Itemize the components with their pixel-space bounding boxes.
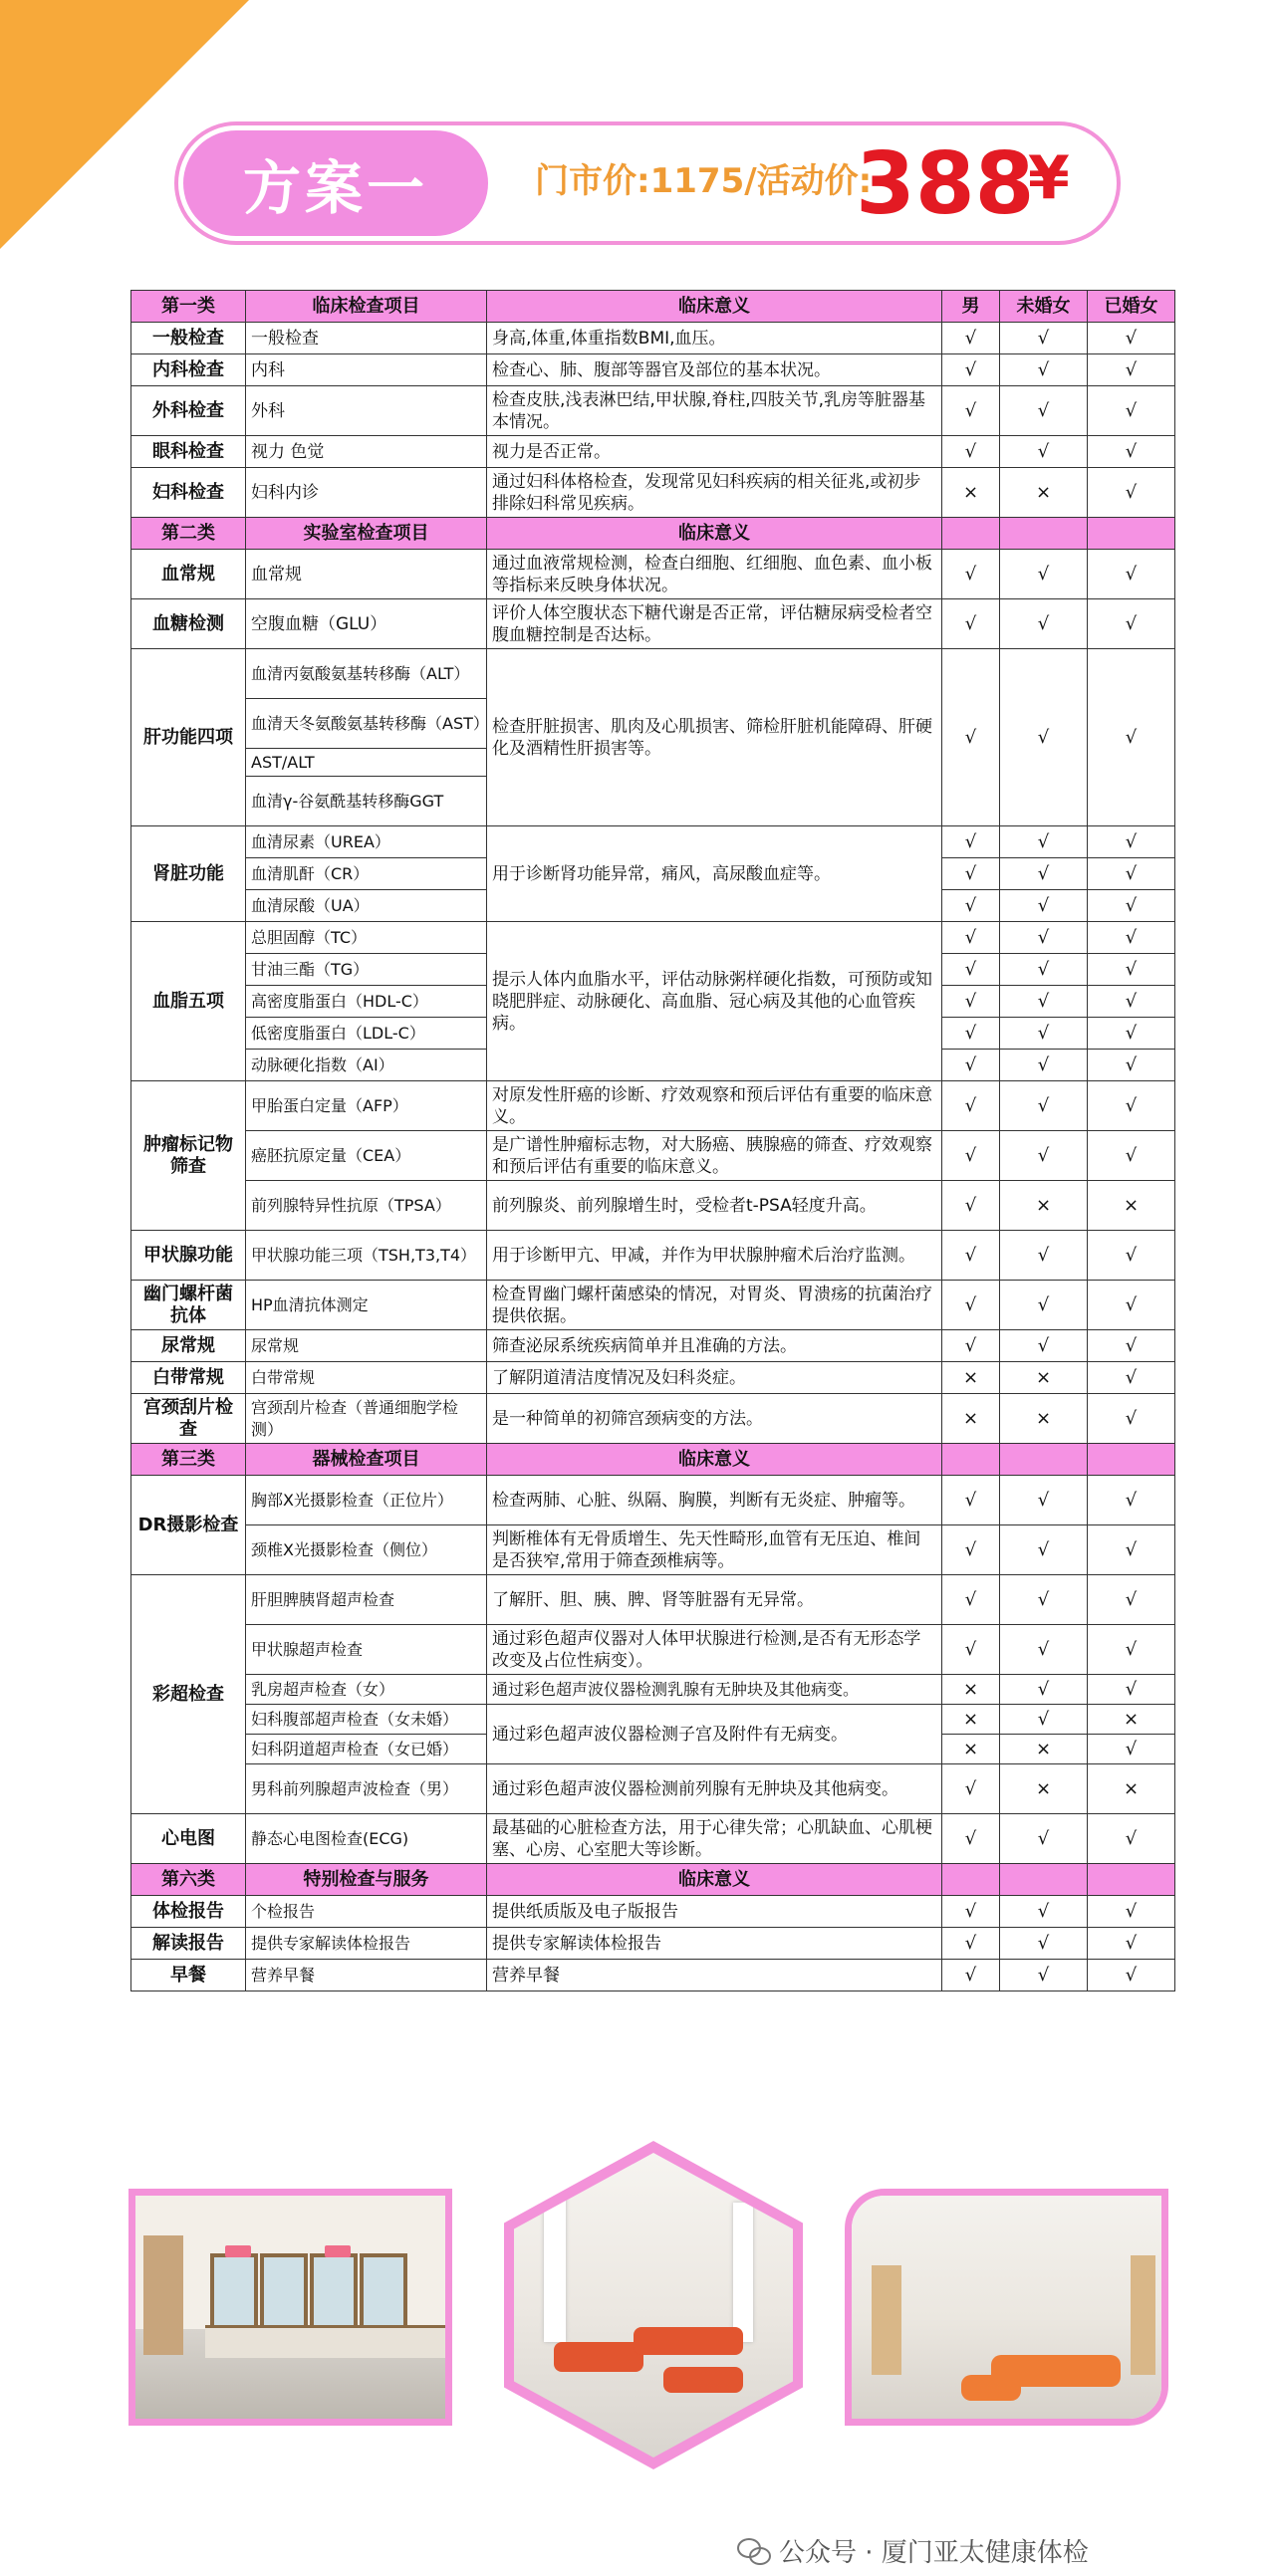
section-header: 第六类 特别检查与服务 临床意义 <box>131 1864 1175 1896</box>
table-row: 血糖检测 空腹血糖（GLU） 评价人体空腹状态下糖代谢是否正常，评估糖尿病受检者空腹血糖控制是否达标。 √ √ √ <box>131 599 1175 649</box>
section-header: 第一类 临床检查项目 临床意义 男 未婚女 已婚女 <box>131 291 1175 323</box>
table-row: 心电图 静态心电图检查(ECG) 最基础的心脏检查方法，用于心律失常；心肌缺血、心肌梗塞、心房、心室肥大等诊断。 √ √ √ <box>131 1814 1175 1864</box>
table-row: DR摄影检查 胸部X光摄影检查（正位片） 检查两肺、心脏、纵隔、胸膜，判断有无炎症、肿瘤等。 √ √ √ <box>131 1476 1175 1525</box>
table-row: 男科前列腺超声波检查（男） 通过彩色超声波仪器检测前列腺有无肿块及其他病变。 √ × × <box>131 1764 1175 1814</box>
plan-title: 方案一 <box>183 130 488 236</box>
table-row: AST/ALT <box>131 749 1175 777</box>
section-header: 第三类 器械检查项目 临床意义 <box>131 1444 1175 1476</box>
table-row: 眼科检查 视力 色觉 视力是否正常。 √ √ √ <box>131 436 1175 468</box>
table-row: 血清γ-谷氨酰基转移酶GGT <box>131 777 1175 826</box>
table-row: 甘油三酯（TG） √ √ √ <box>131 954 1175 986</box>
table-row: 妇科腹部超声检查（女未婚） 通过彩色超声波仪器检测子宫及附件有无病变。 × √ × <box>131 1705 1175 1735</box>
footer <box>737 2532 1089 2569</box>
table-row: 肝功能四项 血清丙氨酸氨基转移酶（ALT） 检查肝脏损害、肌肉及心肌损害、筛检肝脏机能障碍、肝硬化及酒精性肝损害等。 √ √ √ <box>131 649 1175 699</box>
lobby-photo <box>504 2141 803 2469</box>
table-row: 颈椎X光摄影检查（侧位） 判断椎体有无骨质增生、先天性畸形,血管有无压迫、椎间是否狭窄,常用于筛查颈椎病等。 √ √ √ <box>131 1525 1175 1575</box>
activity-price: 388 <box>856 134 1035 234</box>
table-row: 低密度脂蛋白（LDL-C） √ √ √ <box>131 1018 1175 1050</box>
table-row: 前列腺特异性抗原（TPSA） 前列腺炎、前列腺增生时，受检者t-PSA轻度升高。 √ × × <box>131 1181 1175 1231</box>
table-row: 宫颈刮片检查 宫颈刮片检查（普通细胞学检测） 是一种简单的初筛宫颈病变的方法。 × × √ <box>131 1394 1175 1444</box>
footer-text: 公众号 · 厦门亚太健康体检 <box>779 2538 1089 2568</box>
table-row: 内科检查 内科 检查心、肺、腹部等器官及部位的基本状况。 √ √ √ <box>131 354 1175 386</box>
table-row: 妇科检查 妇科内诊 通过妇科体格检查，发现常见妇科疾病的相关征兆,或初步排除妇科常见疾病。 × × √ <box>131 468 1175 518</box>
table-row: 早餐 营养早餐 营养早餐 √ √ √ <box>131 1960 1175 1991</box>
table-row: 甲状腺超声检查 通过彩色超声仪器对人体甲状腺进行检测,是否有无形态学改变及占位性病变）。 √ √ √ <box>131 1625 1175 1675</box>
price-banner <box>174 121 1121 245</box>
table-row: 血清天冬氨酸氨基转移酶（AST） <box>131 699 1175 749</box>
table-row: 肾脏功能 血清尿素（UREA） 用于诊断肾功能异常，痛风，高尿酸血症等。 √ √ √ <box>131 826 1175 858</box>
table-row: 血清尿酸（UA） √ √ √ <box>131 890 1175 922</box>
table-row: 肿瘤标记物筛查 甲胎蛋白定量（AFP） 对原发性肝癌的诊断、疗效观察和预后评估有重要的临床意义。 √ √ √ <box>131 1081 1175 1131</box>
table-row: 外科检查 外科 检查皮肤,浅表淋巴结,甲状腺,脊柱,四肢关节,乳房等脏器基本情况。 √ √ √ <box>131 386 1175 436</box>
table-row: 尿常规 尿常规 筛查泌尿系统疾病简单并且准确的方法。 √ √ √ <box>131 1330 1175 1362</box>
table-row: 甲状腺功能 甲状腺功能三项（TSH,T3,T4） 用于诊断甲亢、甲减，并作为甲状腺肿瘤术后治疗监测。 √ √ √ <box>131 1231 1175 1281</box>
hallway-photo <box>845 2189 1168 2426</box>
table-row: 幽门螺杆菌抗体 HP血清抗体测定 检查胃幽门螺杆菌感染的情况，对胃炎、胃溃疡的抗菌治疗提供依据。 √ √ √ <box>131 1281 1175 1330</box>
table-row: 癌胚抗原定量（CEA） 是广谱性肿瘤标志物，对大肠癌、胰腺癌的筛查、疗效观察和预后评估有重要的临床意义。 √ √ √ <box>131 1131 1175 1181</box>
section-header: 第二类 实验室检查项目 临床意义 <box>131 518 1175 550</box>
price-label: 门市价:1175/活动价: <box>535 161 873 201</box>
wechat-icon <box>737 2538 771 2564</box>
currency-symbol: ¥ <box>1028 143 1070 213</box>
table-row: 动脉硬化指数（AI） √ √ √ <box>131 1050 1175 1081</box>
table-row: 血常规 血常规 通过血液常规检测，检查白细胞、红细胞、血色素、血小板等指标来反映身体状况。 √ √ √ <box>131 550 1175 599</box>
table-row: 一般检查 一般检查 身高,体重,体重指数BMI,血压。 √ √ √ <box>131 323 1175 354</box>
table-row: 高密度脂蛋白（HDL-C） √ √ √ <box>131 986 1175 1018</box>
table-row: 血脂五项 总胆固醇（TC） 提示人体内血脂水平，评估动脉粥样硬化指数，可预防或知晓肥胖症、动脉硬化、高血脂、冠心病及其他的心血管疾病。 √ √ √ <box>131 922 1175 954</box>
table-row: 妇科阴道超声检查（女已婚） × × √ <box>131 1735 1175 1764</box>
table-row: 白带常规 白带常规 了解阴道清洁度情况及妇科炎症。 × × √ <box>131 1362 1175 1394</box>
table-row: 解读报告 提供专家解读体检报告 提供专家解读体检报告 √ √ √ <box>131 1928 1175 1960</box>
reception-photo <box>128 2189 452 2426</box>
table-row: 乳房超声检查（女） 通过彩色超声波仪器检测乳腺有无肿块及其他病变。 × √ √ <box>131 1675 1175 1705</box>
table-row: 体检报告 个检报告 提供纸质版及电子版报告 √ √ √ <box>131 1896 1175 1928</box>
table-row: 彩超检查 肝胆脾胰肾超声检查 了解肝、胆、胰、脾、肾等脏器有无异常。 √ √ √ <box>131 1575 1175 1625</box>
table-row: 血清肌酐（CR） √ √ √ <box>131 858 1175 890</box>
exam-table <box>130 290 1175 1991</box>
